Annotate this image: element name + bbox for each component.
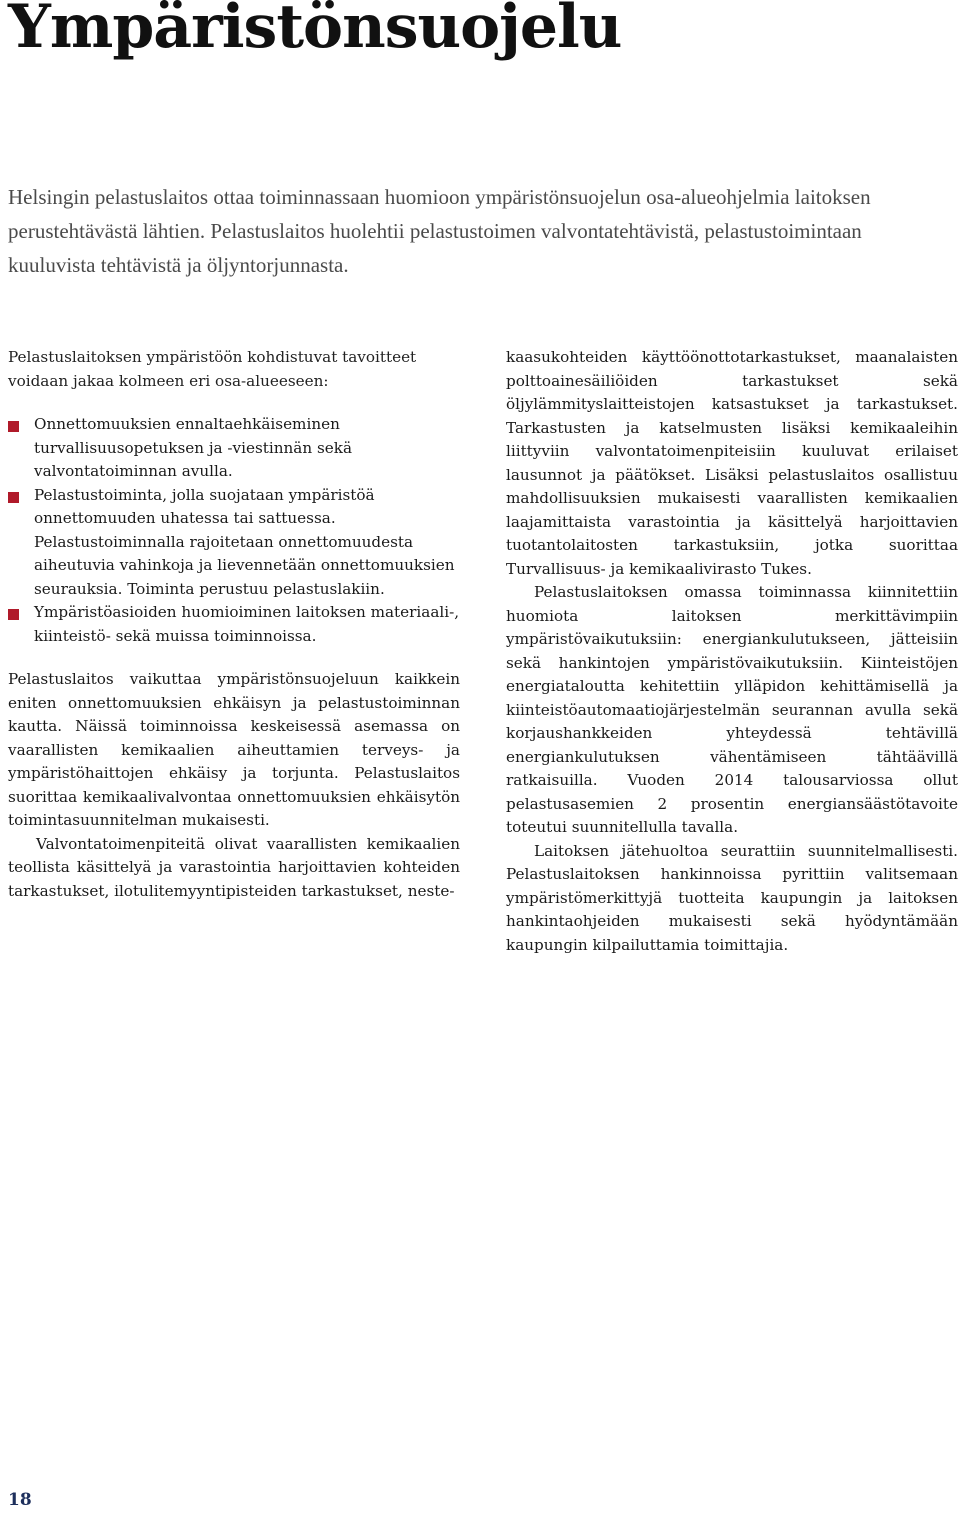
page-number: 18: [8, 1490, 32, 1510]
right-paragraph-1: kaasukohteiden käyttöönottotarkastukset, maanalaisten polttoainesäiliöiden tarkastukset sekä öljylämmityslaitteistojen katsastukset ja tarkastukset. Tarkastusten ja katselmusten lisäksi kemikaaleihin liittyviin valvontatoimenpiteisiin kuuluvat erilaiset lausunnot ja päätökset. Lisäksi pelastuslaitos osallistuu mahdollisuuksien mukaisesti vaarallisten kemikaalien laajamittaista varastointia ja käsittelyä harjoittavien tuotantolaitosten tarkastuksiin, jotka suorittaa Turvallisuus- ja kemikaalivirasto Tukes.: [506, 348, 958, 578]
list-item: [8, 484, 460, 602]
list-item: [8, 413, 460, 484]
list-item-text: Ympäristöasioiden huomioiminen laitoksen materiaali-, kiinteistö- sekä muissa toiminnoissa.: [34, 603, 460, 645]
right-paragraph-2: Pelastuslaitoksen omassa toiminnassa kiinnitettiin huomiota laitoksen merkittävimpiin ympäristövaikutuksiin: energiankulutukseen, jätteisiin sekä hankintojen ympäristövaikutuksiin. Kiinteistöjen energiataloutta kehitettiin ylläpidon kehittämisellä ja kiinteistöautomaatiojärjestelmän seurannan avulla sekä korjaushankkeiden yhteydessä tehtävillä energiankulutuksen vähentämiseen tähtäävillä ratkaisuilla. Vuoden 2014 talousarviossa ollut pelastusasemien 2 prosentin energiansäästötavoite toteutui suunnitellulla tavalla.: [506, 583, 958, 836]
right-column: [506, 346, 958, 957]
list-item-text: Pelastustoiminta, jolla suojataan ympäristöä onnettomuuden uhatessa tai sattuessa. Pelastustoiminnalla rajoitetaan onnettomuudesta aiheutuvia vahinkoja ja lievennetään onnettomuuksien seurauksia. Toiminta perustuu pelastuslakiin.: [34, 485, 455, 598]
page-title: Ympäristönsuojelu: [8, 0, 622, 62]
left-column: [8, 346, 460, 903]
left-lead-paragraph: Pelastuslaitoksen ympäristöön kohdistuvat tavoitteet voidaan jakaa kolmeen eri osa-alueeseen:: [8, 348, 417, 390]
red-square-bullet-icon: [8, 421, 19, 432]
left-paragraph-2: Valvontatoimenpiteitä olivat vaarallisten kemikaalien teollista käsittelyä ja varastointia harjoittavien kohteiden tarkastukset, ilotulitemyyntipisteiden tarkastukset, neste-: [8, 834, 460, 900]
intro-paragraph: Helsingin pelastuslaitos ottaa toiminnassaan huomioon ympäristönsuojelun osa-alueohjelmia laitoksen perustehtävästä lähtien. Pelastuslaitos huolehtii pelastustoimen valvontatehtävistä, pelastustoimintaan kuuluvista tehtävistä ja öljyntorjunnasta.: [8, 185, 871, 277]
right-paragraph-3: Laitoksen jätehuoltoa seurattiin suunnitelmallisesti. Pelastuslaitoksen hankinnoissa pyrittiin valitsemaan ympäristömerkittyjä tuotteita kaupungin ja laitoksen hankintaohjeiden mukaisesti sekä hyödyntämään kaupungin kilpailuttamia toimittajia.: [506, 841, 958, 954]
red-square-bullet-icon: [8, 609, 19, 620]
list-item-text: Onnettomuuksien ennaltaehkäiseminen turvallisuusopetuksen ja -viestinnän sekä valvontatoiminnan avulla.: [34, 415, 353, 480]
red-square-bullet-icon: [8, 492, 19, 503]
list-item: [8, 601, 460, 648]
objectives-list: [8, 413, 460, 648]
left-paragraph-1: Pelastuslaitos vaikuttaa ympäristönsuojeluun kaikkein eniten onnettomuuksien ehkäisyn ja pelastustoiminnan kautta. Näissä toiminnoissa keskeisessä asemassa on vaarallisten kemikaalien aiheuttamien terveys- ja ympäristöhaittojen ehkäisy ja torjunta. Pelastuslaitos suorittaa kemikaalivalvontaa onnettomuuksien ehkäisytön toimintasuunnitelman mukaisesti.: [8, 670, 460, 829]
